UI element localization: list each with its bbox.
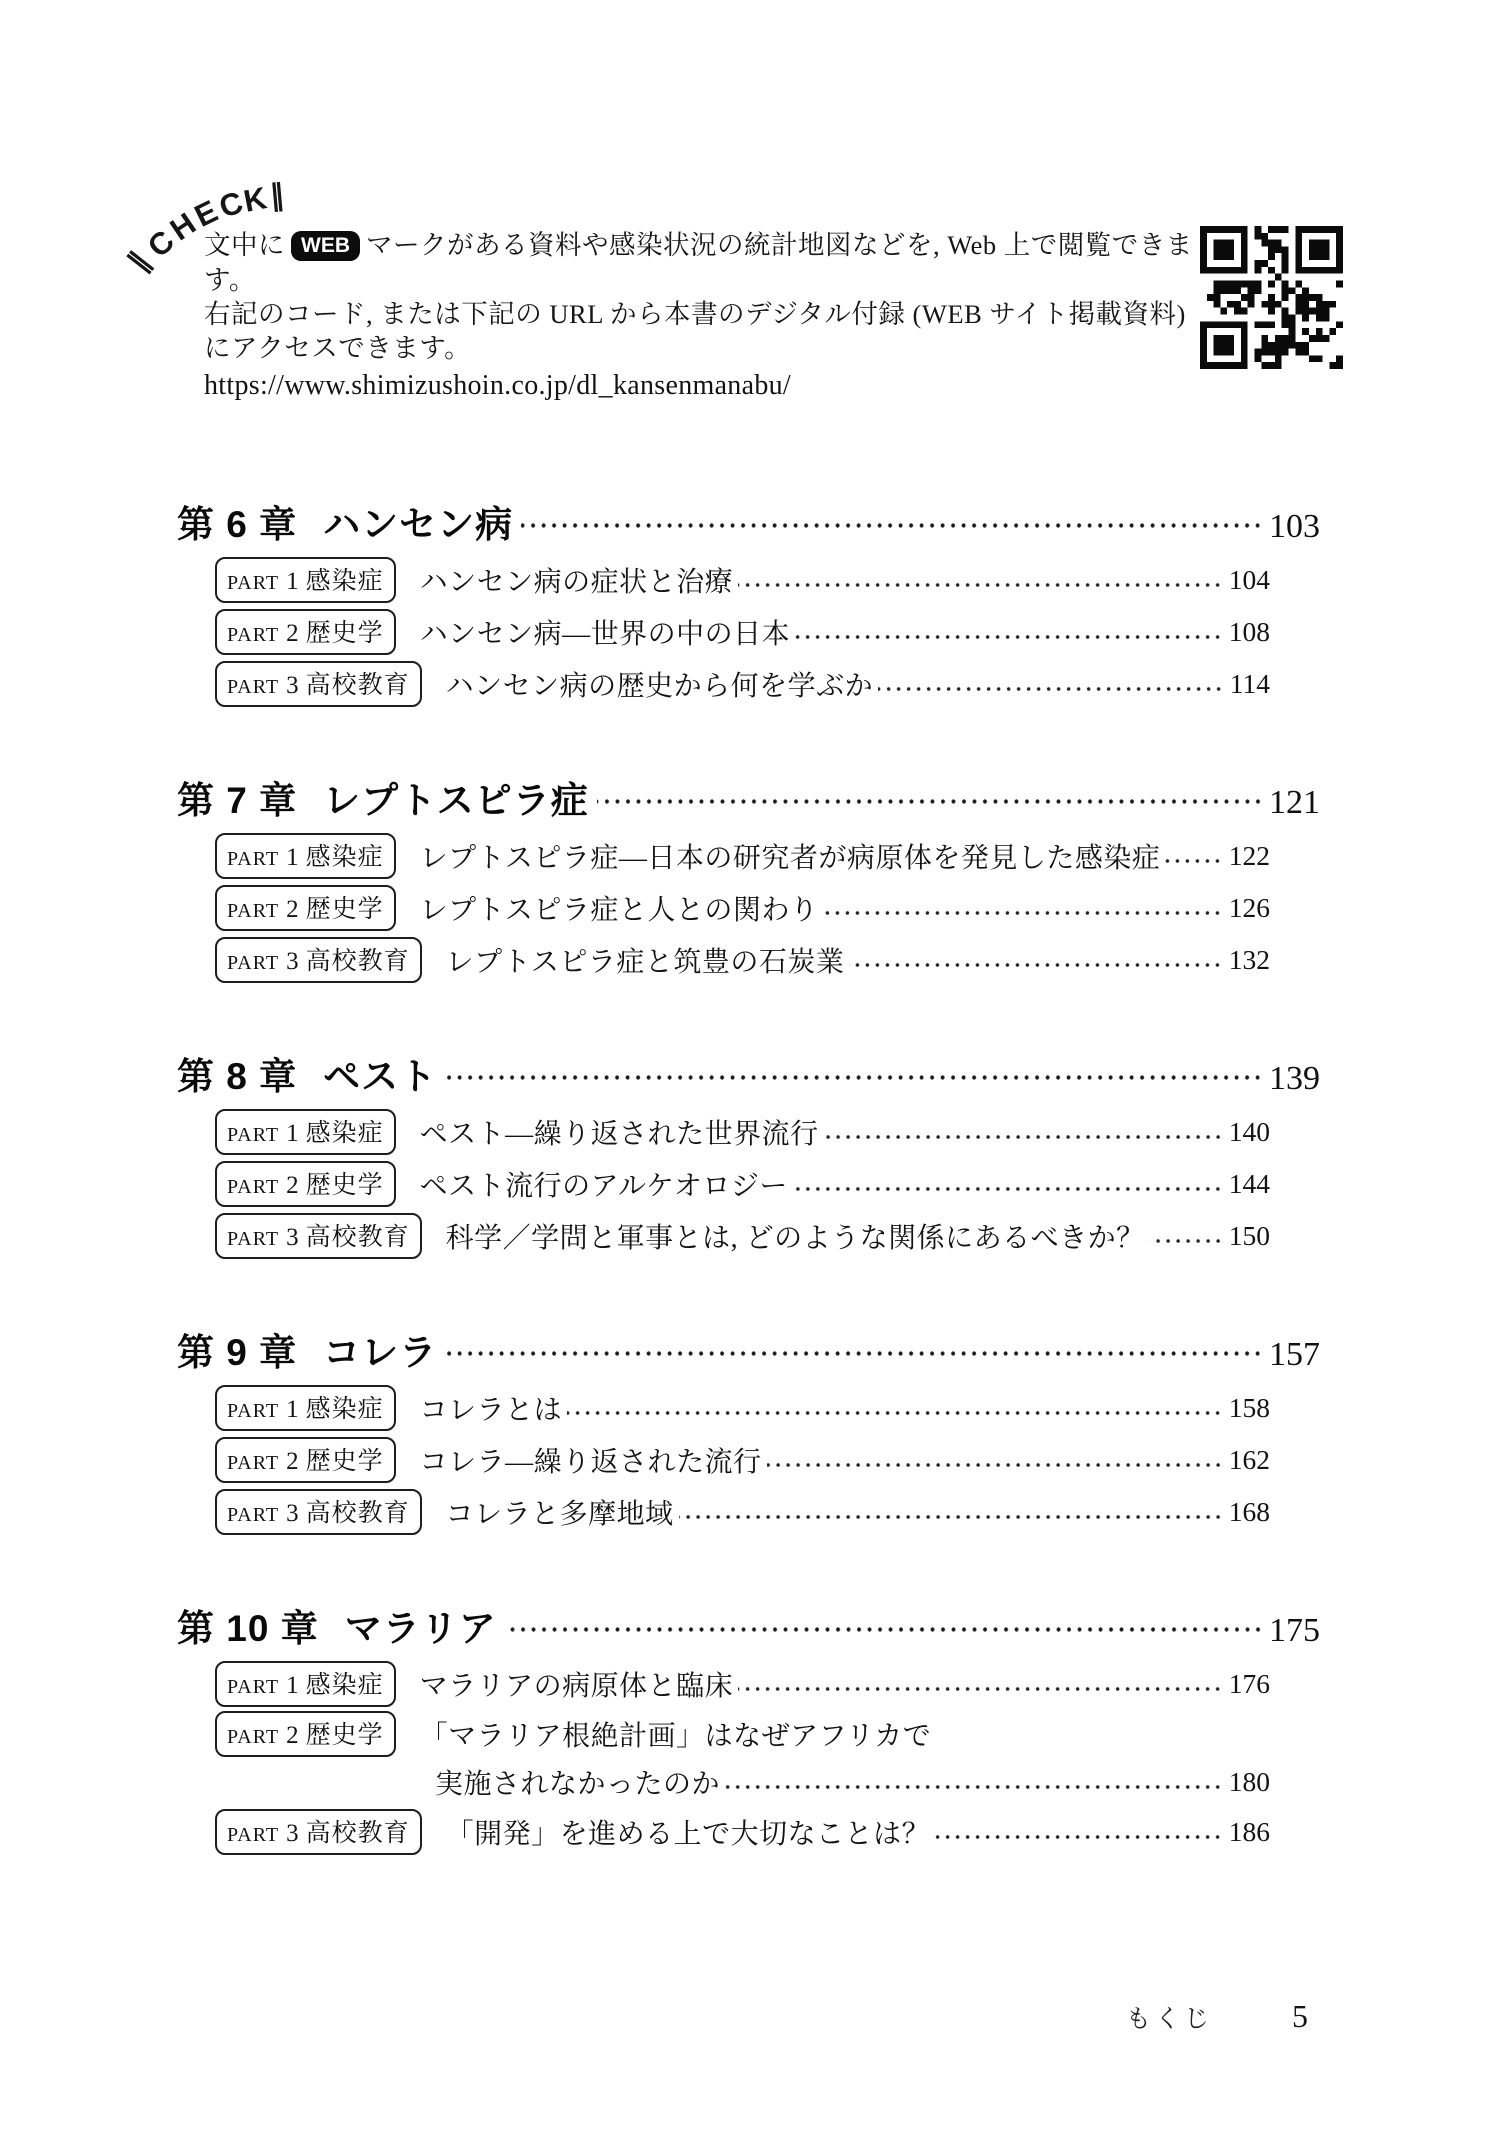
part-tag-word: PART [227, 1726, 280, 1748]
chapter-page-number: 175 [1269, 1612, 1320, 1649]
check-arc-letter: E [189, 193, 224, 234]
part-category: 感染症 [305, 1672, 384, 1699]
part-tag-box [215, 1489, 422, 1535]
footer-page-number: 5 [1292, 1998, 1308, 2034]
page-footer [1126, 1998, 1308, 2035]
part-category: 歴史学 [305, 620, 384, 647]
part-tag-word: PART [227, 900, 280, 922]
chapter-title: レプトスピラ症 [323, 780, 589, 821]
part-tag-number: 3 [286, 1820, 299, 1847]
chapter-page-number: 139 [1269, 1060, 1320, 1097]
part-title: ペスト流行のアルケオロジー [419, 1171, 788, 1202]
part-category: 高校教育 [305, 948, 410, 975]
part-row [215, 830, 1270, 882]
part-tag-box [215, 661, 422, 707]
toc-leader-dots [445, 1322, 1263, 1368]
part-row [215, 1210, 1270, 1262]
part-row [215, 882, 1270, 934]
part-tag-word: PART [227, 1824, 280, 1846]
toc-leader-dots [738, 554, 1223, 606]
part-tag-number: 2 [286, 620, 299, 647]
part-title: ハンセン病の症状と治療 [419, 567, 734, 598]
part-tag-word: PART [227, 572, 280, 594]
part-page-number: 168 [1228, 1496, 1270, 1527]
part-category: 感染症 [305, 1120, 384, 1147]
check-arc-bar-icon: ∥ [268, 179, 286, 213]
part-category: 歴史学 [305, 1172, 384, 1199]
part-page-number: 122 [1228, 840, 1270, 871]
part-row [215, 934, 1270, 986]
toc-leader-dots [738, 1658, 1223, 1710]
chapter-parts [215, 1382, 1270, 1538]
part-category: 感染症 [305, 568, 384, 595]
chapter-parts [215, 554, 1270, 710]
part-row [215, 1382, 1270, 1434]
part-row [215, 1158, 1270, 1210]
chapter-number-label: 第 7 章 [177, 780, 298, 821]
toc-leader-dots [767, 1434, 1223, 1486]
part-row [215, 1486, 1270, 1538]
check-arc-letter: C [214, 184, 248, 225]
chapter-parts [215, 830, 1270, 986]
part-tag-number: 1 [286, 568, 299, 595]
part-title: レプトスピラ症と人との関わり [419, 895, 819, 926]
part-category: 歴史学 [305, 1448, 384, 1475]
note-line1-suffix: マークがある資料や感染状況の統計地図などを, Web 上で閲覧できます。 [204, 230, 1193, 295]
part-tag-box [215, 1809, 422, 1855]
part-tag-box [215, 1711, 396, 1757]
toc-leader-dots [725, 1758, 1223, 1806]
part-row [215, 1710, 1270, 1758]
part-tag-word: PART [227, 1228, 280, 1250]
part-row-continuation [215, 1758, 1270, 1806]
part-category: 感染症 [305, 1396, 384, 1423]
toc-leader-dots [1165, 830, 1222, 882]
chapter-entry [177, 770, 1320, 986]
chapter-heading-row [177, 770, 1320, 821]
part-page-number: 140 [1228, 1116, 1270, 1147]
part-tag-box [215, 609, 396, 655]
part-tag-word: PART [227, 1400, 280, 1422]
part-tag-word: PART [227, 1176, 280, 1198]
part-tag-box [215, 557, 396, 603]
part-page-number: 180 [1228, 1766, 1270, 1797]
toc-leader-dots [505, 1598, 1263, 1644]
toc-leader-dots [597, 770, 1263, 816]
part-tag-box [215, 1213, 422, 1259]
part-page-number: 132 [1228, 944, 1270, 975]
part-tag-number: 2 [286, 1722, 299, 1749]
part-category: 高校教育 [305, 1224, 410, 1251]
part-tag-word: PART [227, 624, 280, 646]
chapter-entry [177, 494, 1320, 710]
chapter-title: ハンセン病 [323, 504, 514, 545]
chapter-number-label: 第 10 章 [177, 1608, 319, 1649]
part-tag-box [215, 937, 422, 983]
chapter-heading-row [177, 1322, 1320, 1373]
part-page-number: 126 [1228, 892, 1270, 923]
chapter-number-label: 第 8 章 [177, 1056, 298, 1097]
toc-leader-dots [445, 1046, 1263, 1092]
note-line1-prefix: 文中に [204, 230, 285, 260]
check-arc-letter: H [163, 205, 202, 248]
part-title: コレラとは [419, 1395, 563, 1426]
part-tag-box [215, 885, 396, 931]
toc-leader-dots [878, 658, 1224, 710]
chapter-entry [177, 1046, 1320, 1262]
chapter-page-number: 121 [1269, 784, 1320, 821]
chapter-title: ペスト [323, 1056, 438, 1097]
part-tag-number: 3 [286, 1224, 299, 1251]
part-page-number: 162 [1228, 1444, 1270, 1475]
web-access-note [204, 228, 1194, 402]
toc-leader-dots [567, 1382, 1223, 1434]
chapter-entry [177, 1322, 1320, 1538]
part-tag-number: 1 [286, 844, 299, 871]
part-title: レプトスピラ症と筑豊の石炭業 [445, 947, 845, 978]
toc-leader-dots [823, 882, 1222, 934]
part-tag-word: PART [227, 1452, 280, 1474]
part-tag-box [215, 1385, 396, 1431]
chapter-page-number: 103 [1269, 508, 1320, 545]
part-tag-box [215, 1437, 396, 1483]
chapter-number-label: 第 9 章 [177, 1332, 298, 1373]
part-category: 高校教育 [305, 1500, 410, 1527]
part-title: レプトスピラ症―日本の研究者が病原体を発見した感染症 [419, 843, 1161, 874]
toc-leader-dots [795, 606, 1223, 658]
part-row [215, 658, 1270, 710]
part-page-number: 108 [1228, 616, 1270, 647]
part-category: 歴史学 [305, 896, 384, 923]
part-title: マラリアの病原体と臨床 [419, 1671, 734, 1702]
part-tag-number: 1 [286, 1672, 299, 1699]
chapter-number-label: 第 6 章 [177, 504, 298, 545]
chapter-parts [215, 1658, 1270, 1858]
part-category: 感染症 [305, 844, 384, 871]
note-line-1 [204, 228, 1194, 297]
check-arc-bar-icon: ∥ [122, 246, 157, 278]
digital-appendix-url: https://www.shimizushoin.co.jp/dl_kansenmanabu/ [204, 370, 792, 401]
part-tag-box [215, 1109, 396, 1155]
part-row [215, 606, 1270, 658]
part-row [215, 1434, 1270, 1486]
footer-section-label: もくじ [1126, 2006, 1214, 2033]
part-tag-number: 2 [286, 1448, 299, 1475]
part-page-number: 144 [1228, 1168, 1270, 1199]
part-tag-number: 3 [286, 1500, 299, 1527]
check-arc-letter: C [140, 223, 181, 265]
chapter-title: コレラ [323, 1332, 438, 1373]
part-title: コレラと多摩地域 [445, 1499, 674, 1530]
part-row [215, 1106, 1270, 1158]
part-tag-word: PART [227, 1504, 280, 1526]
part-tag-box [215, 1161, 396, 1207]
part-title: コレラ―繰り返された流行 [419, 1447, 762, 1478]
part-row [215, 1658, 1270, 1710]
note-line-2: 右記のコード, または下記の URL から本書のデジタル付録 (WEB サイト掲載資料) [204, 299, 1186, 329]
part-tag-number: 3 [286, 948, 299, 975]
part-category: 高校教育 [305, 672, 410, 699]
toc-leader-dots [824, 1106, 1223, 1158]
web-badge: WEB [291, 231, 360, 261]
part-tag-word: PART [227, 848, 280, 870]
check-arc-letter: K [240, 180, 270, 219]
part-page-number: 176 [1228, 1668, 1270, 1699]
part-tag-number: 3 [286, 672, 299, 699]
part-tag-number: 2 [286, 896, 299, 923]
part-category: 歴史学 [305, 1722, 384, 1749]
part-tag-number: 1 [286, 1396, 299, 1423]
part-tag-word: PART [227, 1124, 280, 1146]
qr-code-image [1200, 226, 1343, 369]
chapter-title: マラリア [344, 1608, 497, 1649]
part-tag-word: PART [227, 952, 280, 974]
chapter-heading-row [177, 1046, 1320, 1097]
toc-leader-dots [793, 1158, 1223, 1210]
toc-leader-dots [521, 494, 1263, 540]
part-tag-word: PART [227, 1676, 280, 1698]
part-page-number: 104 [1228, 564, 1270, 595]
chapter-heading-row [177, 494, 1320, 545]
qr-code [1200, 226, 1343, 369]
part-tag-box [215, 833, 396, 879]
chapter-parts [215, 1106, 1270, 1262]
part-page-number: 150 [1228, 1220, 1270, 1251]
part-row [215, 1806, 1270, 1858]
part-page-number: 114 [1229, 668, 1270, 699]
part-row [215, 554, 1270, 606]
part-tag-number: 2 [286, 1172, 299, 1199]
part-category: 高校教育 [305, 1820, 410, 1847]
part-title-continued: 実施されなかったのか [435, 1769, 721, 1800]
part-title: ハンセン病の歴史から何を学ぶか [445, 671, 874, 702]
chapter-entry [177, 1598, 1320, 1858]
part-title: 「マラリア根絶計画」はなぜアフリカで [419, 1721, 932, 1752]
toc-leader-dots [1150, 1210, 1223, 1262]
table-of-contents [177, 494, 1320, 1918]
part-title: ハンセン病―世界の中の日本 [419, 619, 791, 650]
part-page-number: 186 [1228, 1816, 1270, 1847]
toc-leader-dots [935, 1806, 1223, 1858]
note-line-3: にアクセスできます。 [204, 333, 472, 363]
part-title: 科学／学問と軍事とは, どのような関係にあるべきか？ [445, 1223, 1145, 1254]
part-page-number: 158 [1228, 1392, 1270, 1423]
part-title: 「開発」を進める上で大切なことは？ [445, 1819, 931, 1850]
toc-leader-dots [849, 934, 1222, 986]
chapter-page-number: 157 [1269, 1336, 1320, 1373]
part-title: ペスト―繰り返された世界流行 [419, 1119, 819, 1150]
chapter-heading-row [177, 1598, 1320, 1649]
part-tag-word: PART [227, 676, 280, 698]
part-tag-number: 1 [286, 1120, 299, 1147]
toc-leader-dots [679, 1486, 1223, 1538]
part-tag-box [215, 1661, 396, 1707]
